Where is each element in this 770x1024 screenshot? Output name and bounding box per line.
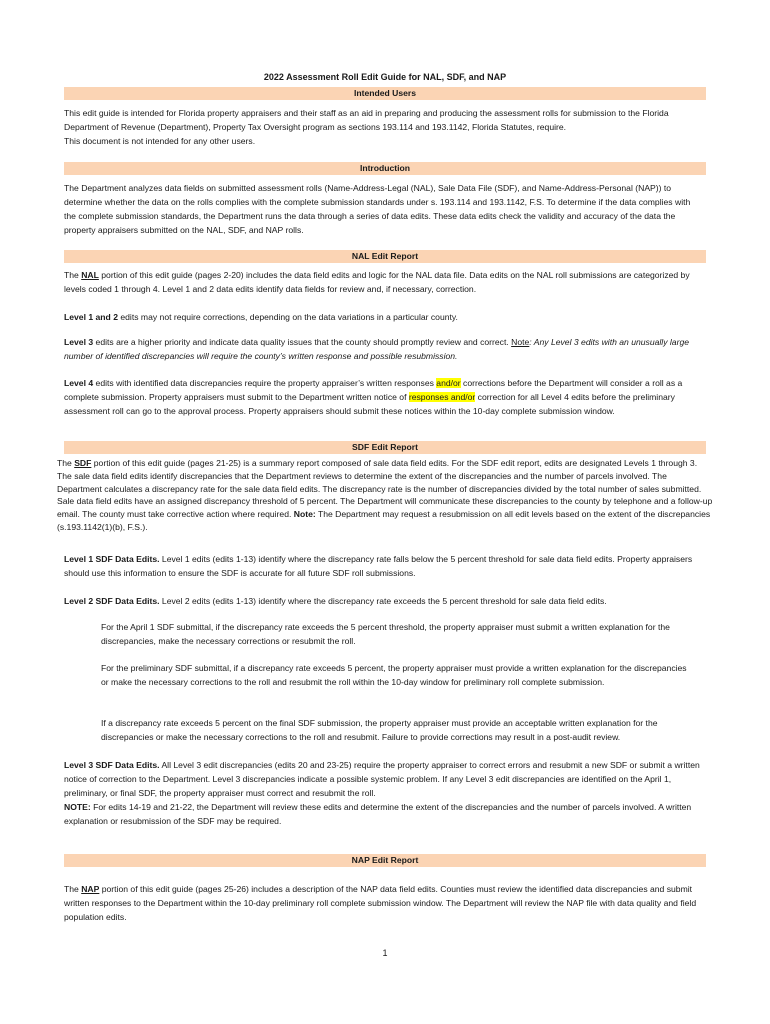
nal-level4-paragraph bbox=[64, 376, 704, 418]
sdf-intro-text: portion of this edit guide (pages 21-25) is a summary report composed of sale data field edits. For the SDF edit report, edits are designated Levels 1 through 3. The sale data field edits identify discrepancies that the Department reviews to determine the extent of the discrepancies and the number of parcels involved. The Department calculates a discrepancy rate for the sale data field edits. The discrepancy rate is the number of discrepancies divided by the total number of sales submitted. Sale data field edits have an assigned discrepancy threshold of 5 percent. The Department will communicate these discrepancies to the county by telephone and a follow-up email. The county must take corrective action where required. bbox=[57, 458, 713, 520]
nal-level3-paragraph bbox=[64, 335, 704, 363]
sdf-intro-note-text: The Department may request a resubmission on all edit levels based on the extent of the discrepancies (s.193.1142(1)(b), F.S.). bbox=[57, 509, 711, 532]
nal-intro-prefix: The bbox=[64, 270, 82, 280]
section-heading-nal: NAL Edit Report bbox=[64, 250, 706, 263]
section-heading-sdf: SDF Edit Report bbox=[64, 441, 706, 454]
nal-intro-paragraph bbox=[64, 268, 704, 296]
page-number: 1 bbox=[382, 948, 388, 958]
nap-intro-paragraph bbox=[64, 882, 704, 924]
nal-level4-text-a: edits with identified data discrepancies require the property appraiser’s written responses bbox=[93, 378, 437, 388]
nal-level3-note-text: : Any Level 3 edits with an unusually large number of identified discrepancies will require the county’s written response and possible resubmission. bbox=[64, 337, 690, 361]
nap-intro-prefix: The bbox=[64, 884, 82, 894]
nal-term: NAL bbox=[81, 270, 99, 280]
sdf-level3-note-label: NOTE: bbox=[64, 802, 91, 812]
intended-users-disclaimer: This document is not intended for any other users. bbox=[64, 136, 256, 146]
section-heading-introduction: Introduction bbox=[64, 162, 706, 175]
sdf-intro-note-label: Note: bbox=[293, 509, 316, 520]
nal-level1-lead: Level 1 and 2 bbox=[64, 312, 118, 322]
sdf-level3-note-text: For edits 14-19 and 21-22, the Department will review these edits and determine the extent of the discrepancies and the number of parcels involved. A written explanation or resubmission of the SDF may be required. bbox=[64, 802, 692, 826]
nal-level4-text-b: corrections before the Department will consider a roll as a complete submission. Property appraisers must submit to the Department written notice of bbox=[64, 378, 683, 402]
nap-intro-text: portion of this edit guide (pages 25-26) includes a description of the NAP data field edits. Counties must review the identified data discrepancies and submit written responses to the Department within the 10-day preliminary roll complete submission window. The Department will review the NAP file with data quality and field population edits. bbox=[64, 884, 697, 922]
sdf-preliminary-subparagraph: For the preliminary SDF submittal, if a discrepancy rate exceeds 5 percent, the property appraiser must provide a written explanation for the discrepancies or make the necessary corrections to the roll and resubmit the roll within the 10-day window for preliminary roll complete submission. bbox=[101, 663, 687, 687]
sdf-level3-text: All Level 3 edit discrepancies (edits 20 and 23-25) require the property appraiser to correct errors and resubmit a new SDF or submit a written notice of correction to the Department. Level 3 discrepancies indicate a possible systemic problem. If any Level 3 edit discrepancies are identified on the April 1, preliminary, or final SDF, the property appraiser must correct and resubmit the roll. bbox=[64, 760, 700, 798]
nal-level1-text: edits may not require corrections, depending on the data variations in a particular county. bbox=[117, 312, 458, 322]
nal-level4-highlight-b: responses and/or bbox=[408, 392, 476, 402]
sdf-final-subparagraph: If a discrepancy rate exceeds 5 percent on the final SDF submission, the property appraiser must provide an acceptable written explanation for the discrepancies or make the necessary corrections to the roll and resubmit. Failure to provide corrections may result in a post-audit review. bbox=[101, 718, 658, 742]
nal-level4-lead: Level 4 bbox=[64, 378, 94, 388]
nal-intro-text: portion of this edit guide (pages 2-20) includes the data field edits and logic for the NAL data file. Data edits on the NAL roll submissions are categorized by levels coded 1 through 4. Level 1 and 2 data edits identify data fields for review and, if necessary, correction. bbox=[64, 270, 690, 294]
intended-users-paragraph bbox=[64, 106, 704, 148]
nal-level3-text: edits are a higher priority and indicate data quality issues that the county should promptly review and correct. bbox=[93, 337, 512, 347]
sdf-intro-paragraph bbox=[57, 457, 713, 534]
sdf-level2-paragraph bbox=[64, 594, 704, 608]
document-title: 2022 Assessment Roll Edit Guide for NAL, SDF, and NAP bbox=[263, 72, 507, 82]
introduction-paragraph: The Department analyzes data fields on submitted assessment rolls (Name-Address-Legal (NAL), Sale Data File (SDF), and Name-Address-Personal (NAP)) to determine whether the data on the rolls complies with the complete submission standards under s. 193.114 and 193.1142, F.S. To determine if the data complies with the complete submission standards, the Department runs the data through a series of data edits. These data edits check the validity and accuracy of the data the property appraisers submitted on the NAL, SDF, and NAP rolls. bbox=[64, 183, 691, 235]
nap-term: NAP bbox=[81, 884, 100, 894]
sdf-level2-text: Level 2 edits (edits 1-13) identify where the discrepancy rate exceeds the 5 percent threshold for sale data field edits. bbox=[159, 596, 607, 606]
sdf-intro-prefix: The bbox=[57, 458, 75, 468]
nal-level1-paragraph bbox=[64, 310, 704, 324]
sdf-level2-lead: Level 2 SDF Data Edits. bbox=[64, 596, 160, 606]
section-heading-intended-users: Intended Users bbox=[64, 87, 706, 100]
sdf-level3-paragraph bbox=[64, 758, 704, 828]
sdf-term: SDF bbox=[74, 458, 92, 468]
section-heading-nap: NAP Edit Report bbox=[64, 854, 706, 867]
sdf-level3-lead: Level 3 SDF Data Edits. bbox=[64, 760, 160, 770]
sdf-level1-paragraph bbox=[64, 552, 704, 580]
nal-level3-lead: Level 3 bbox=[64, 337, 94, 347]
nal-level4-text-c: correction for all Level 4 edits before the preliminary assessment roll can go to the approval process. Property appraisers should submit these notices within the 10-day complete submission window. bbox=[64, 392, 675, 416]
nal-level3-note-label: Note bbox=[511, 337, 530, 347]
sdf-april-subparagraph: For the April 1 SDF submittal, if the discrepancy rate exceeds the 5 percent threshold, the property appraiser must submit a written explanation for the discrepancies, make the necessary corrections or resubmit the roll. bbox=[101, 622, 670, 646]
intended-users-text: This edit guide is intended for Florida property appraisers and their staff as an aid in preparing and producing the assessment rolls for submission to the Florida Department of Revenue (Department), Property Tax Oversight program as sections 193.114 and 193.1142, Florida Statutes, require. bbox=[64, 108, 669, 132]
sdf-level1-text: Level 1 edits (edits 1-13) identify where the discrepancy rate falls below the 5 percent threshold for sale data field edits. Property appraisers should use this information to ensure the SDF is accurate for all future SDF roll submissions. bbox=[64, 554, 693, 578]
nal-level4-highlight-a: and/or bbox=[436, 378, 461, 388]
sdf-level1-lead: Level 1 SDF Data Edits. bbox=[64, 554, 160, 564]
